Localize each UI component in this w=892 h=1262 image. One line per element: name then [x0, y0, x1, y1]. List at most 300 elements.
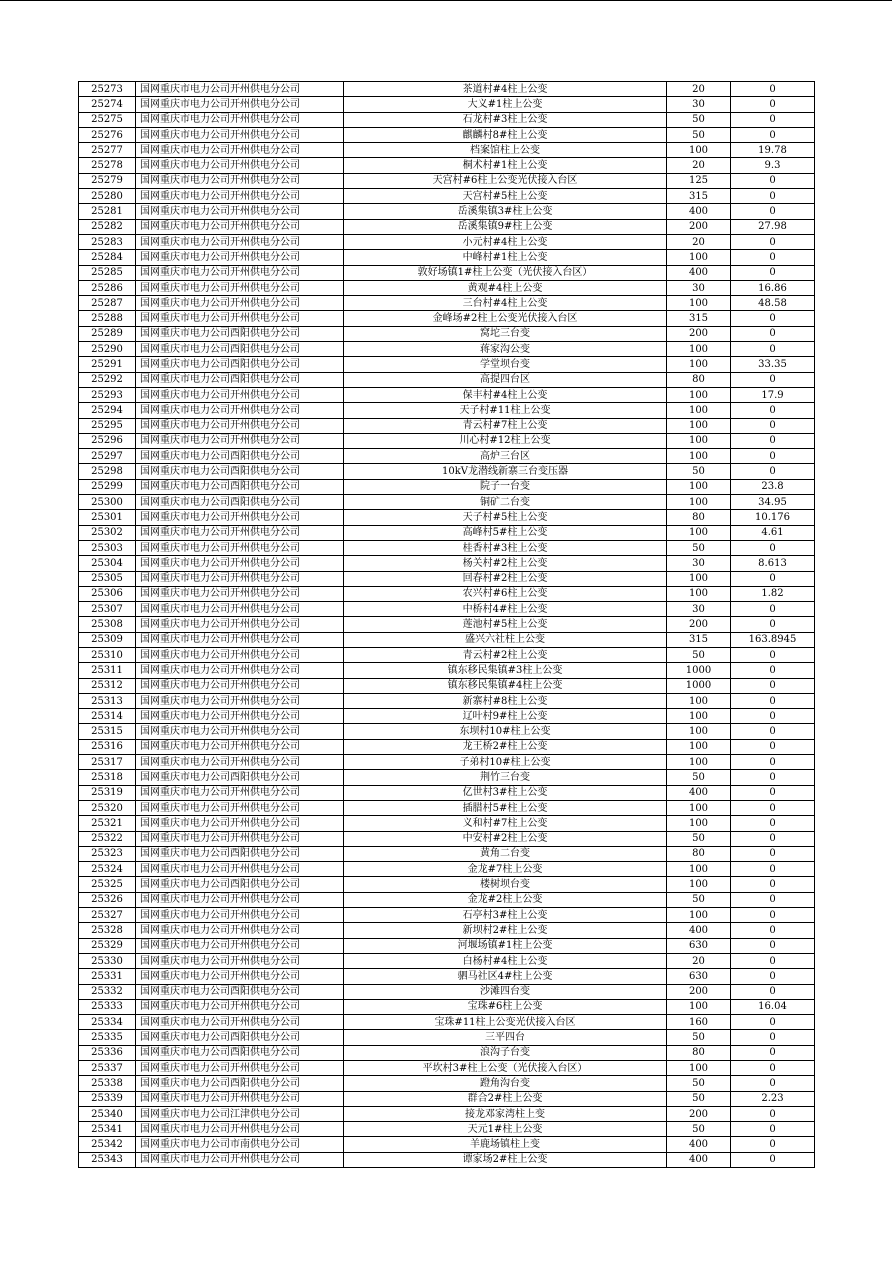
company-cell: 国网重庆市电力公司开州供电分公司: [136, 296, 344, 311]
company-cell: 国网重庆市电力公司开州供电分公司: [136, 999, 344, 1014]
value-cell: 0: [731, 112, 815, 127]
transformer-name-cell: 天元1#柱上公变: [344, 1122, 667, 1137]
company-cell: 国网重庆市电力公司江津供电分公司: [136, 1106, 344, 1121]
table-row: [79, 953, 815, 968]
row-number-cell: 25316: [79, 739, 136, 754]
table-row: [79, 1091, 815, 1106]
table-row: [79, 495, 815, 510]
table-row: [79, 265, 815, 280]
capacity-cell: 50: [667, 831, 731, 846]
row-number-cell: 25293: [79, 387, 136, 402]
row-number-cell: 25277: [79, 143, 136, 158]
value-cell: 0: [731, 984, 815, 999]
transformer-name-cell: 天子村#5柱上公变: [344, 510, 667, 525]
company-cell: 国网重庆市电力公司开州供电分公司: [136, 525, 344, 540]
transformer-name-cell: 高炉三台区: [344, 449, 667, 464]
table-row: [79, 770, 815, 785]
value-cell: 0: [731, 97, 815, 112]
table-row: [79, 372, 815, 387]
table-row: [79, 342, 815, 357]
capacity-cell: 100: [667, 755, 731, 770]
transformer-name-cell: 回春村#2柱上公变: [344, 571, 667, 586]
transformer-name-cell: 宝珠#6柱上公变: [344, 999, 667, 1014]
value-cell: 0: [731, 693, 815, 708]
company-cell: 国网重庆市电力公司开州供电分公司: [136, 785, 344, 800]
row-number-cell: 25300: [79, 495, 136, 510]
capacity-cell: 100: [667, 433, 731, 448]
value-cell: 23.8: [731, 479, 815, 494]
company-cell: 国网重庆市电力公司酉阳供电分公司: [136, 846, 344, 861]
company-cell: 国网重庆市电力公司开州供电分公司: [136, 709, 344, 724]
row-number-cell: 25313: [79, 693, 136, 708]
value-cell: 0: [731, 234, 815, 249]
row-number-cell: 25343: [79, 1152, 136, 1167]
row-number-cell: 25331: [79, 969, 136, 984]
company-cell: 国网重庆市电力公司酉阳供电分公司: [136, 1030, 344, 1045]
row-number-cell: 25326: [79, 892, 136, 907]
capacity-cell: 100: [667, 479, 731, 494]
transformer-name-cell: 黄角二台变: [344, 846, 667, 861]
capacity-cell: 100: [667, 693, 731, 708]
transformer-name-cell: 岳溪集镇3#柱上公变: [344, 204, 667, 219]
value-cell: 9.3: [731, 158, 815, 173]
row-number-cell: 25292: [79, 372, 136, 387]
table-row: [79, 387, 815, 402]
transformer-name-cell: 荆竹三台变: [344, 770, 667, 785]
capacity-cell: 50: [667, 1122, 731, 1137]
transformer-name-cell: 杨关村#2柱上公变: [344, 556, 667, 571]
transformer-name-cell: 白杨村#4柱上公变: [344, 953, 667, 968]
transformer-name-cell: 新寨村#8柱上公变: [344, 693, 667, 708]
table-row: [79, 112, 815, 127]
transformer-name-cell: 高提四台区: [344, 372, 667, 387]
transformer-name-cell: 东坝村10#柱上公变: [344, 724, 667, 739]
transformer-name-cell: 宝珠#11柱上公变光伏接入台区: [344, 1015, 667, 1030]
table-row: [79, 326, 815, 341]
transformer-name-cell: 羊鹿场镇柱上变: [344, 1137, 667, 1152]
transformer-name-cell: 天宫村#6柱上公变光伏接入台区: [344, 173, 667, 188]
table-row: [79, 82, 815, 97]
row-number-cell: 25327: [79, 908, 136, 923]
company-cell: 国网重庆市电力公司开州供电分公司: [136, 1091, 344, 1106]
capacity-cell: 50: [667, 1076, 731, 1091]
table-row: [79, 617, 815, 632]
value-cell: 0: [731, 571, 815, 586]
company-cell: 国网重庆市电力公司开州供电分公司: [136, 755, 344, 770]
transformer-name-cell: 高峰村5#柱上公变: [344, 525, 667, 540]
table-row: [79, 663, 815, 678]
capacity-cell: 30: [667, 280, 731, 295]
company-cell: 国网重庆市电力公司开州供电分公司: [136, 602, 344, 617]
table-row: [79, 1137, 815, 1152]
table-row: [79, 693, 815, 708]
company-cell: 国网重庆市电力公司开州供电分公司: [136, 1152, 344, 1167]
company-cell: 国网重庆市电力公司开州供电分公司: [136, 1015, 344, 1030]
capacity-cell: 200: [667, 617, 731, 632]
table-row: [79, 1152, 815, 1167]
transformer-name-cell: 沙滩四台变: [344, 984, 667, 999]
capacity-cell: 315: [667, 189, 731, 204]
company-cell: 国网重庆市电力公司酉阳供电分公司: [136, 326, 344, 341]
capacity-cell: 100: [667, 495, 731, 510]
row-number-cell: 25291: [79, 357, 136, 372]
capacity-cell: 100: [667, 357, 731, 372]
table-row: [79, 709, 815, 724]
capacity-cell: 100: [667, 143, 731, 158]
transformer-name-cell: 镇东移民集镇#3柱上公变: [344, 663, 667, 678]
value-cell: 0: [731, 785, 815, 800]
transformer-name-cell: 石亭村3#柱上公变: [344, 908, 667, 923]
value-cell: 2.23: [731, 1091, 815, 1106]
row-number-cell: 25301: [79, 510, 136, 525]
transformer-name-cell: 三平四台: [344, 1030, 667, 1045]
table-row: [79, 800, 815, 815]
capacity-cell: 100: [667, 571, 731, 586]
table-row: [79, 846, 815, 861]
value-cell: 0: [731, 892, 815, 907]
table-row: [79, 1122, 815, 1137]
capacity-cell: 50: [667, 892, 731, 907]
capacity-cell: 400: [667, 265, 731, 280]
row-number-cell: 25333: [79, 999, 136, 1014]
value-cell: 0: [731, 265, 815, 280]
capacity-cell: 100: [667, 342, 731, 357]
capacity-cell: 20: [667, 953, 731, 968]
company-cell: 国网重庆市电力公司开州供电分公司: [136, 586, 344, 601]
company-cell: 国网重庆市电力公司开州供电分公司: [136, 540, 344, 555]
row-number-cell: 25318: [79, 770, 136, 785]
value-cell: 0: [731, 709, 815, 724]
company-cell: 国网重庆市电力公司开州供电分公司: [136, 1061, 344, 1076]
company-cell: 国网重庆市电力公司开州供电分公司: [136, 418, 344, 433]
transformer-name-cell: 小元村#4柱上公变: [344, 234, 667, 249]
transformer-name-cell: 青云村#7柱上公变: [344, 418, 667, 433]
row-number-cell: 25319: [79, 785, 136, 800]
company-cell: 国网重庆市电力公司开州供电分公司: [136, 923, 344, 938]
row-number-cell: 25308: [79, 617, 136, 632]
value-cell: 0: [731, 755, 815, 770]
transformer-name-cell: 接龙邓家湾柱上变: [344, 1106, 667, 1121]
table-row: [79, 449, 815, 464]
row-number-cell: 25274: [79, 97, 136, 112]
value-cell: 0: [731, 1137, 815, 1152]
capacity-cell: 200: [667, 326, 731, 341]
company-cell: 国网重庆市电力公司开州供电分公司: [136, 234, 344, 249]
value-cell: 0: [731, 1061, 815, 1076]
value-cell: 34.95: [731, 495, 815, 510]
company-cell: 国网重庆市电力公司开州供电分公司: [136, 173, 344, 188]
transformer-name-cell: 档案馆柱上公变: [344, 143, 667, 158]
table-row: [79, 923, 815, 938]
capacity-cell: 630: [667, 969, 731, 984]
capacity-cell: 100: [667, 296, 731, 311]
transformer-name-cell: 中桥村4#柱上公变: [344, 602, 667, 617]
table-row: [79, 204, 815, 219]
company-cell: 国网重庆市电力公司酉阳供电分公司: [136, 1076, 344, 1091]
value-cell: 0: [731, 969, 815, 984]
row-number-cell: 25306: [79, 586, 136, 601]
value-cell: 0: [731, 1015, 815, 1030]
capacity-cell: 315: [667, 632, 731, 647]
capacity-cell: 80: [667, 846, 731, 861]
capacity-cell: 315: [667, 311, 731, 326]
table-row: [79, 173, 815, 188]
transformer-name-cell: 茶道村#4柱上公变: [344, 82, 667, 97]
company-cell: 国网重庆市电力公司开州供电分公司: [136, 189, 344, 204]
value-cell: 19.78: [731, 143, 815, 158]
row-number-cell: 25321: [79, 816, 136, 831]
capacity-cell: 20: [667, 82, 731, 97]
capacity-cell: 400: [667, 204, 731, 219]
value-cell: 0: [731, 311, 815, 326]
capacity-cell: 100: [667, 800, 731, 815]
transformer-name-cell: 插腊村5#柱上公变: [344, 800, 667, 815]
value-cell: 0: [731, 862, 815, 877]
value-cell: 0: [731, 1122, 815, 1137]
capacity-cell: 160: [667, 1015, 731, 1030]
row-number-cell: 25334: [79, 1015, 136, 1030]
row-number-cell: 25329: [79, 938, 136, 953]
table-row: [79, 755, 815, 770]
table-row: [79, 892, 815, 907]
capacity-cell: 50: [667, 127, 731, 142]
company-cell: 国网重庆市电力公司酉阳供电分公司: [136, 1045, 344, 1060]
row-number-cell: 25281: [79, 204, 136, 219]
row-number-cell: 25310: [79, 647, 136, 662]
capacity-cell: 1000: [667, 678, 731, 693]
row-number-cell: 25273: [79, 82, 136, 97]
company-cell: 国网重庆市电力公司开州供电分公司: [136, 632, 344, 647]
value-cell: 0: [731, 418, 815, 433]
row-number-cell: 25339: [79, 1091, 136, 1106]
capacity-cell: 50: [667, 540, 731, 555]
company-cell: 国网重庆市电力公司酉阳供电分公司: [136, 495, 344, 510]
company-cell: 国网重庆市电力公司开州供电分公司: [136, 647, 344, 662]
value-cell: 0: [731, 250, 815, 265]
capacity-cell: 100: [667, 387, 731, 402]
table-row: [79, 97, 815, 112]
table-row: [79, 724, 815, 739]
value-cell: 0: [731, 1152, 815, 1167]
capacity-cell: 30: [667, 602, 731, 617]
capacity-cell: 100: [667, 908, 731, 923]
transformer-name-cell: 新坝村2#柱上公变: [344, 923, 667, 938]
transformer-name-cell: 楼树坝台变: [344, 877, 667, 892]
company-cell: 国网重庆市电力公司开州供电分公司: [136, 280, 344, 295]
company-cell: 国网重庆市电力公司开州供电分公司: [136, 219, 344, 234]
company-cell: 国网重庆市电力公司酉阳供电分公司: [136, 877, 344, 892]
transformer-name-cell: 义和村#7柱上公变: [344, 816, 667, 831]
value-cell: 8.613: [731, 556, 815, 571]
table-row: [79, 1076, 815, 1091]
capacity-cell: 630: [667, 938, 731, 953]
company-cell: 国网重庆市电力公司开州供电分公司: [136, 969, 344, 984]
table-row: [79, 938, 815, 953]
transformer-name-cell: 平坎村3#柱上公变（光伏接入台区）: [344, 1061, 667, 1076]
capacity-cell: 80: [667, 510, 731, 525]
value-cell: 0: [731, 800, 815, 815]
value-cell: 0: [731, 1030, 815, 1045]
capacity-cell: 80: [667, 372, 731, 387]
value-cell: 17.9: [731, 387, 815, 402]
transformer-name-cell: 驷马社区4#柱上公变: [344, 969, 667, 984]
company-cell: 国网重庆市电力公司开州供电分公司: [136, 556, 344, 571]
table-row: [79, 785, 815, 800]
company-cell: 国网重庆市电力公司开州供电分公司: [136, 800, 344, 815]
capacity-cell: 80: [667, 1045, 731, 1060]
row-number-cell: 25325: [79, 877, 136, 892]
table-row: [79, 296, 815, 311]
transformer-name-cell: 辽叶村9#柱上公变: [344, 709, 667, 724]
capacity-cell: 50: [667, 770, 731, 785]
row-number-cell: 25315: [79, 724, 136, 739]
value-cell: 0: [731, 189, 815, 204]
transformer-name-cell: 金龙#2柱上公变: [344, 892, 667, 907]
row-number-cell: 25283: [79, 234, 136, 249]
company-cell: 国网重庆市电力公司酉阳供电分公司: [136, 770, 344, 785]
transformer-name-cell: 亿世村3#柱上公变: [344, 785, 667, 800]
transformer-name-cell: 龙王桥2#柱上公变: [344, 739, 667, 754]
row-number-cell: 25287: [79, 296, 136, 311]
value-cell: 0: [731, 953, 815, 968]
transformer-table: [78, 81, 815, 1168]
row-number-cell: 25342: [79, 1137, 136, 1152]
transformer-name-cell: 中安村#2柱上公变: [344, 831, 667, 846]
row-number-cell: 25312: [79, 678, 136, 693]
row-number-cell: 25298: [79, 464, 136, 479]
table-body: [79, 82, 815, 1168]
table-row: [79, 632, 815, 647]
row-number-cell: 25280: [79, 189, 136, 204]
transformer-name-cell: 子弟村10#柱上公变: [344, 755, 667, 770]
value-cell: 0: [731, 173, 815, 188]
value-cell: 0: [731, 663, 815, 678]
row-number-cell: 25338: [79, 1076, 136, 1091]
value-cell: 0: [731, 464, 815, 479]
transformer-name-cell: 天子村#11柱上公变: [344, 403, 667, 418]
row-number-cell: 25276: [79, 127, 136, 142]
company-cell: 国网重庆市电力公司开州供电分公司: [136, 831, 344, 846]
row-number-cell: 25299: [79, 479, 136, 494]
capacity-cell: 200: [667, 219, 731, 234]
company-cell: 国网重庆市电力公司开州供电分公司: [136, 739, 344, 754]
row-number-cell: 25322: [79, 831, 136, 846]
company-cell: 国网重庆市电力公司开州供电分公司: [136, 892, 344, 907]
value-cell: 0: [731, 127, 815, 142]
row-number-cell: 25314: [79, 709, 136, 724]
table-row: [79, 479, 815, 494]
value-cell: 0: [731, 938, 815, 953]
capacity-cell: 100: [667, 418, 731, 433]
table-row: [79, 311, 815, 326]
transformer-name-cell: 敦好场镇1#柱上公变（光伏接入台区）: [344, 265, 667, 280]
row-number-cell: 25295: [79, 418, 136, 433]
row-number-cell: 25275: [79, 112, 136, 127]
company-cell: 国网重庆市电力公司开州供电分公司: [136, 112, 344, 127]
value-cell: 0: [731, 846, 815, 861]
company-cell: 国网重庆市电力公司开州供电分公司: [136, 908, 344, 923]
transformer-name-cell: 黄观#4柱上公变: [344, 280, 667, 295]
table-row: [79, 1045, 815, 1060]
row-number-cell: 25285: [79, 265, 136, 280]
row-number-cell: 25294: [79, 403, 136, 418]
value-cell: 33.35: [731, 357, 815, 372]
transformer-name-cell: 河堰场镇#1柱上公变: [344, 938, 667, 953]
value-cell: 0: [731, 724, 815, 739]
value-cell: 48.58: [731, 296, 815, 311]
company-cell: 国网重庆市电力公司开州供电分公司: [136, 127, 344, 142]
row-number-cell: 25289: [79, 326, 136, 341]
capacity-cell: 50: [667, 464, 731, 479]
row-number-cell: 25279: [79, 173, 136, 188]
page-top-rule: [0, 0, 892, 1]
company-cell: 国网重庆市电力公司开州供电分公司: [136, 403, 344, 418]
table-row: [79, 831, 815, 846]
transformer-name-cell: 川心村#12柱上公变: [344, 433, 667, 448]
capacity-cell: 100: [667, 586, 731, 601]
capacity-cell: 1000: [667, 663, 731, 678]
table-row: [79, 816, 815, 831]
capacity-cell: 100: [667, 877, 731, 892]
row-number-cell: 25284: [79, 250, 136, 265]
capacity-cell: 100: [667, 449, 731, 464]
table-row: [79, 739, 815, 754]
company-cell: 国网重庆市电力公司开州供电分公司: [136, 571, 344, 586]
company-cell: 国网重庆市电力公司开州供电分公司: [136, 97, 344, 112]
value-cell: 0: [731, 1106, 815, 1121]
capacity-cell: 50: [667, 1030, 731, 1045]
transformer-name-cell: 天宫村#5柱上公变: [344, 189, 667, 204]
capacity-cell: 100: [667, 999, 731, 1014]
value-cell: 0: [731, 617, 815, 632]
transformer-name-cell: 桐术村#1柱上公变: [344, 158, 667, 173]
table-row: [79, 433, 815, 448]
capacity-cell: 100: [667, 525, 731, 540]
table-row: [79, 143, 815, 158]
value-cell: 1.82: [731, 586, 815, 601]
company-cell: 国网重庆市电力公司酉阳供电分公司: [136, 449, 344, 464]
company-cell: 国网重庆市电力公司开州供电分公司: [136, 862, 344, 877]
company-cell: 国网重庆市电力公司开州供电分公司: [136, 724, 344, 739]
capacity-cell: 50: [667, 1091, 731, 1106]
table-row: [79, 1015, 815, 1030]
company-cell: 国网重庆市电力公司开州供电分公司: [136, 1122, 344, 1137]
value-cell: 16.86: [731, 280, 815, 295]
capacity-cell: 200: [667, 1106, 731, 1121]
row-number-cell: 25323: [79, 846, 136, 861]
row-number-cell: 25304: [79, 556, 136, 571]
capacity-cell: 400: [667, 923, 731, 938]
row-number-cell: 25297: [79, 449, 136, 464]
value-cell: 0: [731, 540, 815, 555]
value-cell: 0: [731, 342, 815, 357]
capacity-cell: 30: [667, 556, 731, 571]
company-cell: 国网重庆市电力公司开州供电分公司: [136, 816, 344, 831]
company-cell: 国网重庆市电力公司酉阳供电分公司: [136, 479, 344, 494]
row-number-cell: 25288: [79, 311, 136, 326]
value-cell: 0: [731, 326, 815, 341]
row-number-cell: 25328: [79, 923, 136, 938]
transformer-name-cell: 镇东移民集镇#4柱上公变: [344, 678, 667, 693]
row-number-cell: 25320: [79, 800, 136, 815]
company-cell: 国网重庆市电力公司开州供电分公司: [136, 693, 344, 708]
company-cell: 国网重庆市电力公司开州供电分公司: [136, 82, 344, 97]
table-row: [79, 418, 815, 433]
row-number-cell: 25309: [79, 632, 136, 647]
value-cell: 0: [731, 678, 815, 693]
company-cell: 国网重庆市电力公司开州供电分公司: [136, 387, 344, 402]
company-cell: 国网重庆市电力公司开州供电分公司: [136, 510, 344, 525]
